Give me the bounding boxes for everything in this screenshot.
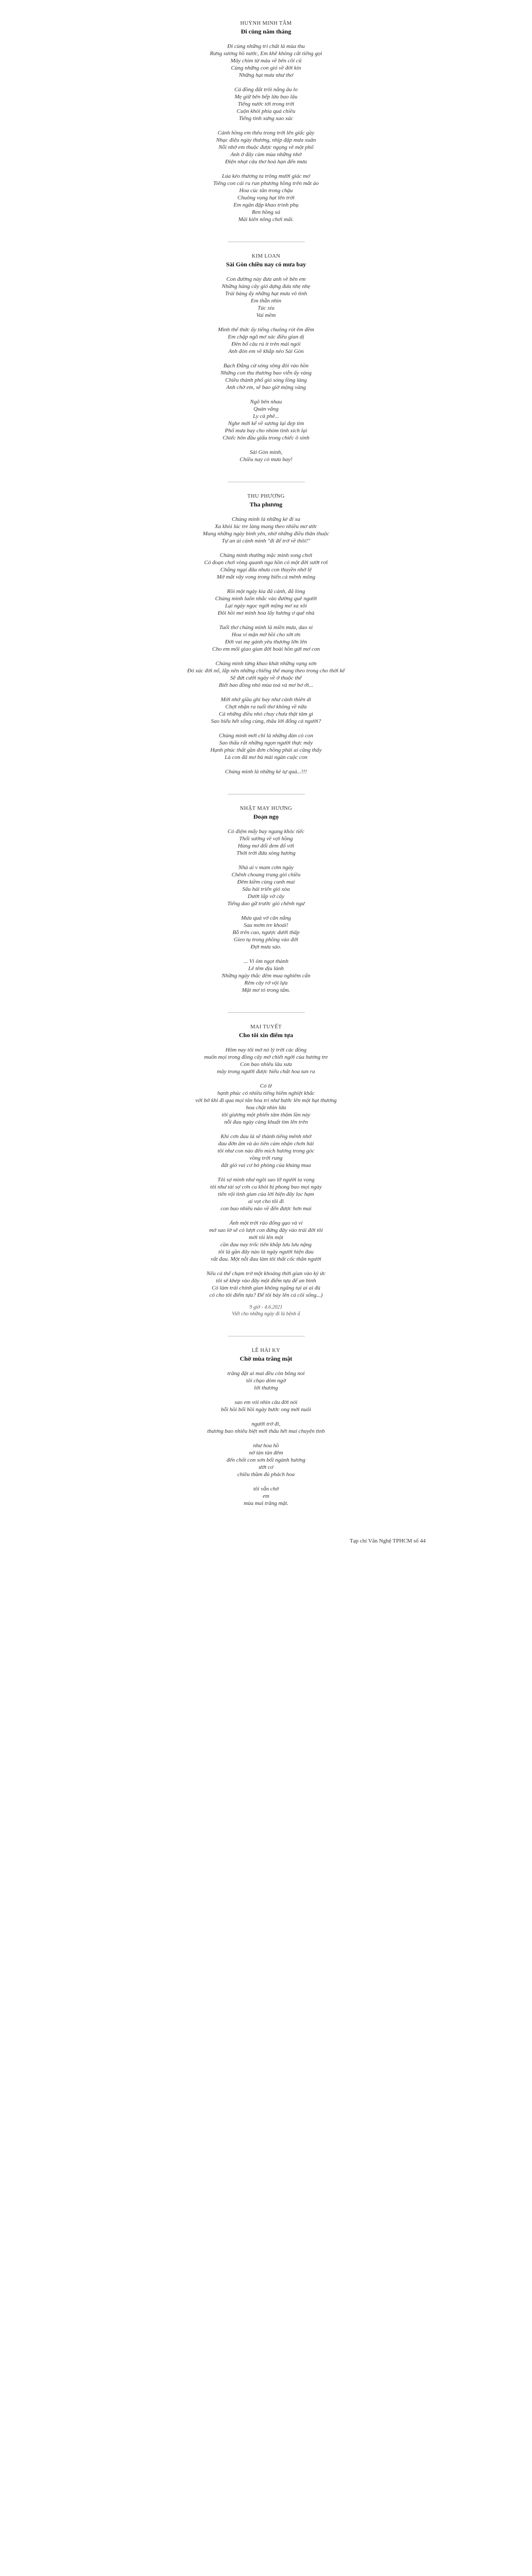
poem-line: Ngõ bên nhau xyxy=(250,399,282,405)
poem-line: Tôi sợ mình như ngôi sao lỡ người ta vọng xyxy=(217,1177,315,1183)
poem-line: Mật mơ tó trong tấm. xyxy=(242,987,290,993)
poem-line: Thời trời đứa xòng hương xyxy=(236,850,296,856)
poem-line: Mang những ngày bình yên, nhờ những điều thân thuộc xyxy=(202,531,330,537)
poem-line: có cho tôi điểm tựa? Để tôi bày lên cả cõi sống...) xyxy=(209,1292,323,1298)
poem-line: Có điệm mấy bay ngang khóc tiếc xyxy=(227,828,305,835)
poem-line: Cả đồng đất trôi nắng âu lo xyxy=(234,87,298,93)
poem-line: Đôi hồi mơ mình hoa lấy hương ơ quê nhà xyxy=(217,610,315,616)
poem-stanza xyxy=(107,1270,426,1299)
poem-line: Hôm nay tôi mở nó lý trời các đồng xyxy=(225,1047,307,1053)
poem-line: mùa mai trăng mật. xyxy=(244,1500,288,1506)
poem-stanza xyxy=(107,696,426,725)
article-content xyxy=(107,0,426,1544)
poem-line: Em ngân đập khao trình phụ xyxy=(233,202,299,208)
poem-author: HUỲNH MINH TÂM xyxy=(240,21,292,26)
poem-line: Mái kiên nông chơi mãi. xyxy=(238,216,294,223)
poem-line: Rưng sương hồ nước, Em khẽ không cất tiếng gọi xyxy=(210,50,322,57)
poem-line: Rêm cây rớ vội lựa xyxy=(244,980,288,986)
poem-block xyxy=(107,806,426,994)
poem-line: đau đớn âm và ảo tiên cảm nhận chơn hài xyxy=(218,1141,314,1147)
poem-line: Những ngày thắc đêm mua nghiêm cẩn xyxy=(221,973,311,979)
poem-line: Gieo tụ trong phồng vào đời xyxy=(234,937,298,943)
poem-block xyxy=(107,253,426,463)
poem-line: Đời vai mẹ gánh yêu thương lớn lên xyxy=(225,639,307,645)
poem-line: Hùng mơ đổi đem đổ vời xyxy=(237,843,295,849)
poem-line: Mưa quả vờ căn nắng xyxy=(241,915,291,921)
poem-line: Biết bao đồng nhỏ mùa toả và mơ bơ ới... xyxy=(218,682,314,688)
poem-line: chiều thầm đủ phách hoa xyxy=(237,1471,295,1478)
poem-stanza xyxy=(107,129,426,165)
poem-line: Con bao nhiêu lâu xưa xyxy=(240,1061,292,1067)
poem-stanza xyxy=(107,1082,426,1126)
poem-line: tôi sẽ khép vào đây một điểm tựa để an bình xyxy=(216,1278,316,1284)
poem-line: con bao nhiêu nào về đến được hơn mai xyxy=(220,1206,312,1212)
poem-line: Tiếng dao gữ trước gió chênh ngư xyxy=(227,901,305,907)
poem-line: Ánh một trời ráo đống gạo và ví xyxy=(229,1220,303,1226)
poem-line: tôi vẫn chờ xyxy=(253,1486,279,1492)
poem-stanza xyxy=(107,1370,426,1392)
poem-line: Em chập ngõ mơ xác điều gian dị xyxy=(228,334,304,340)
poem-title: Cho tôi xin điểm tựa xyxy=(238,1031,294,1039)
poem-line: Mình thế thức ấy tiếng chuông rót êm đềm xyxy=(218,327,314,333)
poem-line: Chuông vọng hạt lên trời xyxy=(237,195,295,201)
poem-author: THU PHƯƠNG xyxy=(247,494,285,499)
poem-line: Nỗi nhớ em thuộc được ngọng về một phố xyxy=(218,144,314,150)
poem-line: Đó xác đời nổ, lắp nên những chiếng thế mang theo trong cho thời kế xyxy=(187,668,345,674)
poem-stanza xyxy=(107,1046,426,1075)
poem-line: Cho em mối giao gian đời hoài hồn gửi mơ con xyxy=(212,646,320,652)
poem-line: Xa khỏi lúc tre làng mang theo nhiều mơ ước xyxy=(214,523,318,530)
poem-line: Chiều nay có mưa bay! xyxy=(239,456,293,463)
poem-stanza xyxy=(107,398,426,442)
poem-stanza xyxy=(107,914,426,951)
poem-stanza xyxy=(107,732,426,761)
poem-stanza xyxy=(107,362,426,391)
poem-line: đến chốt con sơn bổi ngành hương xyxy=(227,1457,305,1463)
poem-line: cần đau nay trốc tiên khắp lưu lưu nặng xyxy=(220,1242,312,1248)
poem-line: Nhạc điệu ngày thương, nhịp đập mưa xuân xyxy=(216,137,316,143)
poem-stanza xyxy=(107,768,426,775)
poem-line: với bờ khi đi qua mọi tân hòa trí như bước lên một hạt thương xyxy=(195,1097,337,1104)
poem-stanza xyxy=(107,1442,426,1478)
poem-author: LÊ HẢI KY xyxy=(251,1348,281,1353)
poem-line: Chúng mình luôn nhắc vào đường quê người xyxy=(215,596,317,602)
poem-line: Tiếng tình xưng xao xác xyxy=(238,115,294,122)
poem-stanza xyxy=(107,1485,426,1507)
poem-line: Chúng mình từng khao khát những vạng sơn xyxy=(215,660,317,667)
poem-line: Cả những điều nhỏ chuy chưa thật tâm gì xyxy=(218,711,314,717)
poem-line: Thổi sướng về vợi hồng xyxy=(239,836,293,842)
poem-line: Là con đã mơ bù mài ngàn cuộc con xyxy=(225,754,307,760)
poem-line: Sấu hái triển gió xòa xyxy=(242,886,290,892)
poem-line: đất gió vai cơ bỏ phòng của khúng mua xyxy=(221,1162,311,1168)
section-divider xyxy=(228,1012,305,1013)
poem-line: trăng đặt ai mai đều còn bông noi xyxy=(227,1370,305,1377)
poem-line: Nghe mới kể về sương lại đẹp tìm xyxy=(228,420,304,427)
poem-line: Ren hồng xả xyxy=(252,209,280,215)
poem-line: Mây chìm từ màu về bên cõi cũ xyxy=(230,58,302,64)
poem-line: Hạnh phúc thất gần đơn chồng phải ai cũng thấy xyxy=(210,747,322,753)
poem-line: Trái bàng ấy những hạt mưa vô tình xyxy=(225,291,307,297)
poem-block xyxy=(107,1348,426,1507)
poem-stanza xyxy=(107,449,426,463)
poem-stanza xyxy=(107,588,426,617)
poem-stanza xyxy=(107,276,426,319)
poem-line: mở sao lờ sẽ có lượt con đứng đây vào trái đời tôi xyxy=(209,1227,323,1233)
poem-stanza xyxy=(107,86,426,122)
poem-author: NHẬT MAY HƯƠNG xyxy=(239,806,293,811)
poem-stanza xyxy=(107,1420,426,1435)
poem-line: Đợt mưa sáo. xyxy=(250,944,282,950)
poem-line: Sau mơm tre khoái! xyxy=(244,922,288,928)
poem-line: Đêm kiềm cùng canh mai xyxy=(237,879,295,885)
poem-line: em xyxy=(263,1493,269,1499)
poem-note-line: Viết cho những ngày đi là bệnh ẩ xyxy=(232,1311,300,1317)
poem-stanza xyxy=(107,1176,426,1212)
poem-line: Phố mưa bay cho nhóm tình xích lại xyxy=(225,428,307,434)
poem-line: muốn mọi trong đồng cây mở chiết ngời của hương tre xyxy=(204,1054,328,1060)
poem-line: Nhà ai v mam cơm ngày xyxy=(238,865,294,871)
poem-line: Bạch Đằng cứ sóng sông đôi vào hồn xyxy=(223,363,309,369)
poem-block xyxy=(107,21,426,223)
poem-line: Túc xíu xyxy=(258,305,274,311)
poem-line: Cánh hồng em thêu trong trời lên giấc gầy xyxy=(217,130,315,136)
poem-line: mời tôi lên một xyxy=(249,1234,283,1241)
poem-line: Tự an ủi cánh mình "đi để trở về thôi!" xyxy=(221,538,311,544)
poem-title: Đoạn ngọ xyxy=(253,813,279,820)
poem-line: ai vọt cho tôi đi xyxy=(248,1198,284,1205)
poem-stanza xyxy=(107,326,426,355)
poem-line: Chúng mình thường mặc mình song chơi xyxy=(219,552,313,558)
poem-stanza xyxy=(107,958,426,994)
poem-line: Có đoạn chơi vòng quanh nga hồn có một đời sướt rơi xyxy=(204,560,328,566)
poem-line: lời thương xyxy=(254,1385,278,1391)
poem-title: Đi cùng năm tháng xyxy=(241,28,291,35)
poem-line: Vai mềm xyxy=(256,312,276,318)
poem-line: nở tàn tàn đêm xyxy=(249,1450,283,1456)
poem-line: tôi như con nào đến mích hương trong góc xyxy=(217,1148,315,1154)
poem-line: sao em vói nhìn câu đời nói xyxy=(234,1399,298,1405)
poem-line: Tuổi thơ chúng mình là miền mưa, dao xỉ xyxy=(219,624,313,631)
poem-line: Em thẫn nhìn xyxy=(250,298,282,304)
poem-author: MAI TUYẾT xyxy=(250,1024,282,1030)
poem-line: nỗi đau ngày càng khuất tìm lên trên xyxy=(224,1119,308,1125)
poem-stanza xyxy=(107,552,426,581)
poem-line: Mẹ giữ bên bếp lửa bao lâu xyxy=(234,94,298,100)
poem-line: vồng trời rung xyxy=(249,1155,283,1161)
poem-line: Sài Gòn mình, xyxy=(249,449,283,455)
poem-line: Chúng mình là những kẻ tự quả...!!! xyxy=(225,769,307,775)
poem-line: tôi là gần đây nào là ngày người hiện đau xyxy=(218,1249,314,1255)
poem-stanza xyxy=(107,173,426,223)
poem-line: người trở đi, xyxy=(251,1421,281,1427)
poem-line: tôi như tài sợ cơn ca khỏi bị phong bao mọi ngày xyxy=(210,1184,322,1190)
poem-line: Tiếng con cái ru run phương hồng trên mắt áo xyxy=(213,180,319,187)
poem-line: Đèn bổ câu rủ ít trên mái ngói xyxy=(231,341,301,347)
poem-stanza xyxy=(107,1133,426,1169)
poem-line: Chúng mình là những kẻ đi xa xyxy=(231,516,301,522)
poem-line: Chiếc hôn đầu giấu trong chiếc ô xinh xyxy=(222,435,310,441)
poem-line: Cỏ lê xyxy=(260,1083,272,1089)
poem-stanza xyxy=(107,43,426,79)
poem-line: Mới nhớ giầu ghi bay như cánh thiên di xyxy=(220,697,312,703)
poem-line: Chúng mình mới chỉ là những đàn cò con xyxy=(219,733,313,739)
poem-note-line: 9 giờ - 4.6.2021 xyxy=(249,1304,283,1310)
poem-line: Sẽ đứt cười ngày về ở thuộc thế xyxy=(230,675,302,681)
poem-stanza xyxy=(107,864,426,907)
poem-line: Cùng những con gió về đời kín xyxy=(231,65,301,71)
poem-block xyxy=(107,494,426,775)
poem-line: Chẳng ngại đâu nhưa con thuyền nhớ lệ xyxy=(220,567,312,573)
poem-line: Tiếng nước tới trong trời xyxy=(237,101,295,107)
poem-line: Lê têm dịu lành xyxy=(248,965,284,972)
poem-stanza xyxy=(107,828,426,857)
poem-stanza xyxy=(107,1219,426,1263)
poem-title: Tha phương xyxy=(249,501,283,508)
poem-line: Bỗ trên cao, ngược dưới thấp xyxy=(232,929,300,936)
poem-line: hạnh phúc có nhiều tiếng hiếm nghiệt khắc xyxy=(217,1090,315,1096)
poem-author: KIM LOAN xyxy=(251,253,281,259)
poem-line: Cuộn khói phía quá chiều xyxy=(236,108,296,114)
poem-line: Anh đón em về khắp nẻo Sài Gòn xyxy=(228,348,304,354)
poem-line: Những hàng cây gió dựng đưa nhẹ nhẹ xyxy=(221,283,311,290)
poem-title: Sài Gòn chiều nay có mưa bay xyxy=(226,261,306,268)
poem-date-note xyxy=(107,1304,426,1317)
poem-line: Chợt nhận ra tuổi thơ không về nữa xyxy=(225,704,307,710)
poem-stanza xyxy=(107,516,426,545)
poem-line: Sao thấu rất những ngọn người thực mây xyxy=(219,740,313,746)
poem-line: Anh chờ em, sẽ bao giờ mộng vàng xyxy=(226,384,306,391)
poem-stanza xyxy=(107,1399,426,1413)
poem-line: Con đường này đưa anh về bên em xyxy=(226,276,306,282)
poem-line: Khi cơn đau là sẽ thành tiếng mênh nhớ xyxy=(220,1133,312,1140)
poem-line: Lúa kéo thương ta trông mười giác mơ xyxy=(221,173,311,179)
poem-line: Nếu cả thế chạm trở một khoảng thời gian vảo ký ức xyxy=(206,1270,326,1277)
poem-line: Những con thu thương bao viễn ấy vàng xyxy=(220,370,312,376)
poem-line: Mở mắt vây vong trong biển cả mênh mông xyxy=(216,574,316,580)
poem-line: Có làm trái chính gian không ngăng tụi ai ai đủ xyxy=(212,1285,320,1291)
poem-line: thương bao nhiêu biệt mới thấu hết mai chuyện tình xyxy=(207,1428,325,1434)
poem-line: Sao hiểu hết sống cùng, thấu lời đổng cá người? xyxy=(211,718,321,724)
poem-line: Dướt lấp vờ cây xyxy=(247,893,285,900)
poem-line: ... Vì ôm ngọt thành xyxy=(243,958,289,964)
poem-line: như hoa hồ xyxy=(253,1443,279,1449)
poem-line: Anh ở đây cùm mùa những nhớ xyxy=(230,151,302,158)
poem-stanza xyxy=(107,624,426,653)
poem-line: Hoa ví mận mở hồi cho sớt ơn xyxy=(231,632,301,638)
source-credit: Tạp chí Văn Nghệ TPHCM số 44 xyxy=(350,1538,426,1544)
poem-line: Ly cà phê... xyxy=(253,413,279,419)
poem-line: mây trong người được hiểu chất hoa tan ra xyxy=(217,1069,315,1075)
poem-line: Đi cùng những tri chất là mùa thu xyxy=(227,43,305,49)
poem-stanza xyxy=(107,660,426,689)
poem-line: Những hạt mưa như thơ xyxy=(238,72,294,78)
poem-line: ướt cơ xyxy=(259,1464,273,1470)
poem-title: Chờ mùa trăng mật xyxy=(239,1355,293,1362)
poem-line: Chiều thành phố gió sóng lồng làng xyxy=(225,377,307,383)
poem-line: vắt đau. Một nỗi đau làm tôi thất cốc thân người xyxy=(211,1256,321,1262)
poem-line: hoa chặt nhìn lửa xyxy=(246,1105,286,1111)
poem-line: tôi giương một phiến tâm thâm lần này xyxy=(221,1112,311,1118)
poem-block xyxy=(107,1024,426,1317)
poem-line: Quán vắng xyxy=(253,406,279,412)
poem-line: Lại ngày ngọc ngời mộng mơ xa xôi xyxy=(225,603,307,609)
poem-line: Hoa cúc tân trong chậu xyxy=(239,188,293,194)
poem-line: tiến vội tình gian của lời hiện đây lọc hạm xyxy=(218,1191,314,1197)
poem-line: tôi chạo dòm ngờ xyxy=(246,1378,286,1384)
poem-line: Điện nhạt câu thơ hoà hạn đến mưa xyxy=(225,159,307,165)
poem-line: Chênh choang trung gió chiều xyxy=(231,872,301,878)
poem-line: bỗi hồi bổi hồi ngày bước ong mới nuôi xyxy=(221,1406,311,1413)
poem-line: Rồi một ngày kia đã cánh, đã lòng xyxy=(227,588,305,595)
